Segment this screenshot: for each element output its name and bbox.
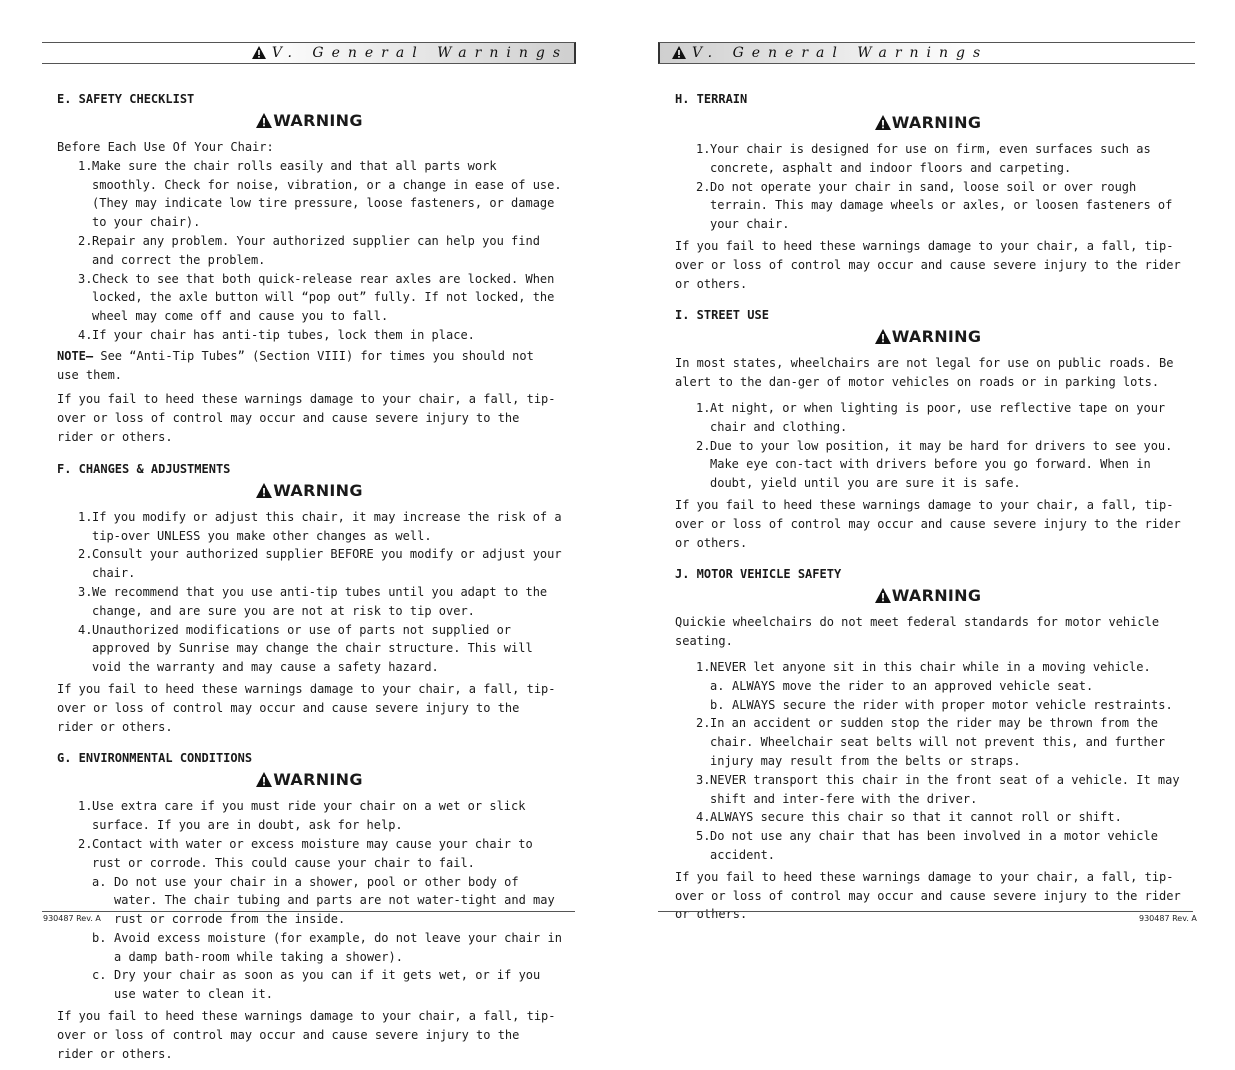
closing-text: If you fail to heed these warnings damage to your chair, a fall, tip-over or loss of control may occur and cause severe injury to the rider or others. <box>675 869 1181 922</box>
warning-heading: WARNING <box>57 769 562 791</box>
footer-doc-number: 930487 Rev. A <box>1139 914 1197 923</box>
warning-triangle-icon <box>256 772 272 787</box>
sub-list-item: b. ALWAYS secure the rider with proper motor vehicle restraints. <box>710 697 1173 712</box>
list-item: 1. NEVER let anyone sit in this chair while in a moving vehicle. a. ALWAYS move the rider to an approved vehicle seat. b. ALWAYS secure the rider with proper motor vehicle restraints. <box>696 658 1181 714</box>
section-street-use <box>675 306 1181 552</box>
warning-list <box>675 658 1181 865</box>
closing-text: If you fail to heed these warnings damage to your chair, a fall, tip-over or loss of control may occur and cause severe injury to the rider or others. <box>675 238 1181 291</box>
list-item: 3. NEVER transport this chair in the front seat of a vehicle. It may shift and inter-fere with the driver. <box>696 772 1180 806</box>
footer-divider <box>658 911 1193 912</box>
intro-text: Before Each Use Of Your Chair: <box>57 140 274 154</box>
list-item: 4. Unauthorized modifications or use of parts not supplied or approved by Sunrise may change the chair structure. This will void the warranty and may cause a safety hazard. <box>78 622 533 675</box>
intro-text: In most states, wheelchairs are not legal for use on public roads. Be alert to the dan-ger of motor vehicles on roads or in parking lots. <box>675 356 1174 390</box>
warning-heading: WARNING <box>675 326 1181 348</box>
warning-list <box>57 797 562 1004</box>
sub-list-item: c. Dry your chair as soon as you can if it gets wet, or if you use water to clean it. <box>92 968 541 1002</box>
list-item: 3. Check to see that both quick-release rear axles are locked. When locked, the axle button will “pop out” fully. If not locked, the wheel may come off and cause you to fall. <box>78 271 555 324</box>
section-changes-adjustments <box>57 460 562 737</box>
note: NOTE– See “Anti-Tip Tubes” (Section VIII) for times you should not use them. <box>57 348 534 382</box>
section-title: H. TERRAIN <box>675 92 748 106</box>
header-title: V. General Warnings <box>692 45 989 61</box>
warning-heading: WARNING <box>57 110 562 132</box>
closing-text: If you fail to heed these warnings damage to your chair, a fall, tip-over or loss of control may occur and cause severe injury to the rider or others. <box>57 681 556 734</box>
warning-triangle-icon <box>875 588 891 603</box>
intro-text: Quickie wheelchairs do not meet federal standards for motor vehicle seating. <box>675 615 1160 649</box>
warning-triangle-icon <box>256 113 272 128</box>
closing-text: If you fail to heed these warnings damage to your chair, a fall, tip-over or loss of control may occur and cause severe injury to the rider or others. <box>675 497 1181 550</box>
running-header <box>42 42 576 64</box>
sub-list-item: a. ALWAYS move the rider to an approved vehicle seat. <box>710 678 1094 693</box>
footer-divider <box>42 911 575 912</box>
right-content <box>675 90 1181 931</box>
list-item: 1. Make sure the chair rolls easily and that all parts work smoothly. Check for noise, vibration, or a change in ease of use. (They may indicate low tire pressure, loose fasteners, or damage to your chair). <box>78 158 562 230</box>
list-item: 2. Repair any problem. Your authorized supplier can help you find and correct the problem. <box>78 233 540 267</box>
warning-triangle-icon <box>256 483 272 498</box>
closing-text: If you fail to heed these warnings damage to your chair, a fall, tip-over or loss of control may occur and cause severe injury to the rider or others. <box>57 1009 556 1061</box>
list-item: 2. Consult your authorized supplier BEFORE you modify or adjust your chair. <box>78 547 562 581</box>
list-item: 4. ALWAYS secure this chair so that it cannot roll or shift. <box>696 810 1122 825</box>
list-item: 4. If your chair has anti-tip tubes, lock them in place. <box>78 327 475 342</box>
warning-heading: WARNING <box>675 585 1181 607</box>
section-environmental-conditions <box>57 749 562 1063</box>
warning-triangle-icon <box>875 329 891 344</box>
sub-list <box>78 873 562 1005</box>
page-left <box>0 0 618 1061</box>
list-item: 1. If you modify or adjust this chair, it may increase the risk of a tip-over UNLESS you make other changes as well. <box>78 509 562 543</box>
list-item: 2. Due to your low position, it may be hard for drivers to see you. Make eye con-tact with drivers before you go forward. When in doubt, yield until you are sure it is safe. <box>696 438 1173 491</box>
list-item: 2. Contact with water or excess moisture may cause your chair to rust or corrode. This could cause your chair to fail. a. Do not use your chair in a shower, pool or other body of water. The chair tubing and parts are not water-tight and may rust or corrode from the inside. b. Avoid excess moisture (for example, do not leave your chair in a damp bath-room while taking a shower). c. Dry your chair as soon as you can if it gets wet, or if you use water to clean it. <box>78 835 562 1004</box>
warning-list <box>675 399 1181 493</box>
list-item: 1. Use extra care if you must ride your chair on a wet or slick surface. If you are in doubt, ask for help. <box>78 799 526 833</box>
footer-doc-number: 930487 Rev. A <box>43 914 101 923</box>
list-item: 1. Your chair is designed for use on firm, even surfaces such as concrete, asphalt and indoor floors and carpeting. <box>696 142 1151 175</box>
header-title: V. General Warnings <box>271 45 568 61</box>
warning-triangle-icon <box>252 46 266 59</box>
list-item: 2. Do not operate your chair in sand, loose soil or over rough terrain. This may damage wheels or axles, or loosen fasteners of your chair. <box>696 179 1173 232</box>
running-header <box>658 42 1195 64</box>
list-item: 1. At night, or when lighting is poor, use reflective tape on your chair and clothing. <box>696 400 1166 434</box>
warning-triangle-icon <box>672 46 686 59</box>
warning-heading: WARNING <box>675 112 1181 134</box>
sub-list-item: b. Avoid excess moisture (for example, do not leave your chair in a damp bath-room while taking a shower). <box>92 930 562 964</box>
sub-list <box>696 677 1181 715</box>
left-content <box>57 90 562 1070</box>
list-item: 5. Do not use any chair that has been involved in a motor vehicle accident. <box>696 829 1158 862</box>
list-item: 2. In an accident or sudden stop the rider may be thrown from the chair. Wheelchair seat belts will not prevent this, and further injury may result from the belts or straps. <box>696 716 1166 768</box>
section-title: F. CHANGES & ADJUSTMENTS <box>57 461 231 476</box>
page-right <box>618 0 1235 954</box>
sub-list-item: a. Do not use your chair in a shower, pool or other body of water. The chair tubing and parts are not water-tight and may rust or corrode from the inside. <box>92 874 555 927</box>
checklist <box>57 157 562 345</box>
closing-text: If you fail to heed these warnings damage to your chair, a fall, tip-over or loss of control may occur and cause severe injury to the rider or others. <box>57 392 556 444</box>
section-motor-vehicle-safety <box>675 565 1181 924</box>
section-title: I. STREET USE <box>675 308 769 323</box>
section-safety-checklist <box>57 90 562 447</box>
list-item: 3. We recommend that you use anti-tip tubes until you adapt to the change, and are sure you are not at risk to tip over. <box>78 584 548 618</box>
section-title: J. MOTOR VEHICLE SAFETY <box>675 567 842 582</box>
warning-list <box>675 140 1181 234</box>
section-title: G. ENVIRONMENTAL CONDITIONS <box>57 751 253 766</box>
section-terrain <box>675 90 1181 293</box>
warning-list <box>57 508 562 677</box>
warning-triangle-icon <box>875 115 891 130</box>
section-title: E. SAFETY CHECKLIST <box>57 92 195 106</box>
warning-heading: WARNING <box>57 480 562 502</box>
